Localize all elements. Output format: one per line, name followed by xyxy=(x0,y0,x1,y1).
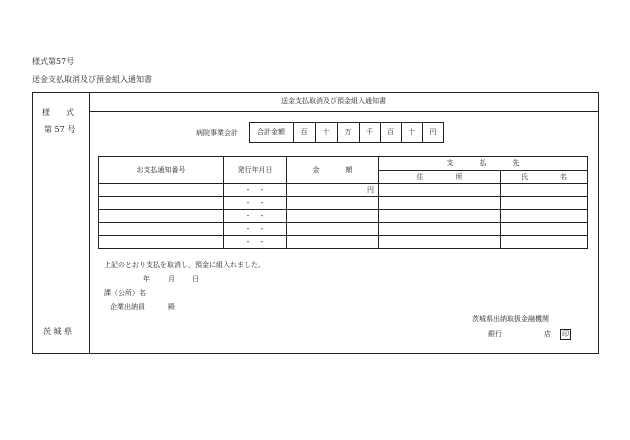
table-row xyxy=(99,223,588,236)
digit-ten: 十 xyxy=(408,128,415,136)
digit-hundred: 百 xyxy=(387,128,394,136)
notice-text: 上記のとおり支払を取消し，預金に組入れました。 xyxy=(104,261,265,269)
bank-organization: 茨城県出納取扱金融機関 xyxy=(472,315,549,323)
department-label: 課（公所）名 xyxy=(104,289,146,297)
date-dots: ・ ・ xyxy=(224,223,287,236)
seal-mark: 印 xyxy=(562,330,569,338)
table-row xyxy=(99,197,588,210)
date-month: 月 xyxy=(168,275,175,283)
table-row xyxy=(99,184,588,197)
date-dots: ・ ・ xyxy=(224,210,287,223)
honorific: 殿 xyxy=(168,303,175,311)
bank-label: 銀行 xyxy=(488,330,502,338)
header-recipient: 支 払 先 xyxy=(379,157,588,171)
cashier-label: 企業出納員 xyxy=(110,303,145,311)
digit-thousand: 千 xyxy=(366,128,373,136)
date-year: 年 xyxy=(143,275,150,283)
header-address: 住 所 xyxy=(379,171,501,184)
style-number: 第 57 号 xyxy=(44,125,76,134)
header-issue-date: 発行年月日 xyxy=(224,157,287,184)
left-column-divider xyxy=(89,92,90,354)
header-title: 送金支払取消及び預金組入通知書 xyxy=(281,97,386,105)
digit-yen: 円 xyxy=(429,128,437,136)
total-amount-label: 合計金額 xyxy=(257,128,285,136)
prefecture-label: 茨 城 県 xyxy=(43,327,73,336)
payment-table xyxy=(98,156,588,249)
digit-ten-million: 十 xyxy=(322,128,330,136)
date-dots: ・ ・ xyxy=(224,197,287,210)
form-number: 様式第57号 xyxy=(32,57,75,66)
style-label: 様 式 xyxy=(42,108,74,117)
header-amount: 金 額 xyxy=(287,157,379,184)
branch-label: 店 xyxy=(544,330,551,338)
table-row xyxy=(99,210,588,223)
header-notice-number: お支払通知番号 xyxy=(99,157,224,184)
date-dots: ・ ・ xyxy=(224,184,287,197)
document-title: 送金支払取消及び預金組入通知書 xyxy=(32,75,152,84)
digit-ten-thousand: 万 xyxy=(344,128,352,136)
yen-unit: 円 xyxy=(287,184,379,197)
account-label: 病院事業会計 xyxy=(196,129,238,137)
date-day: 日 xyxy=(192,275,199,283)
header-name: 氏 名 xyxy=(501,171,588,184)
table-row xyxy=(99,236,588,249)
digit-hundred-million: 百 xyxy=(300,128,308,136)
date-dots: ・ ・ xyxy=(224,236,287,249)
header-divider xyxy=(89,111,599,112)
